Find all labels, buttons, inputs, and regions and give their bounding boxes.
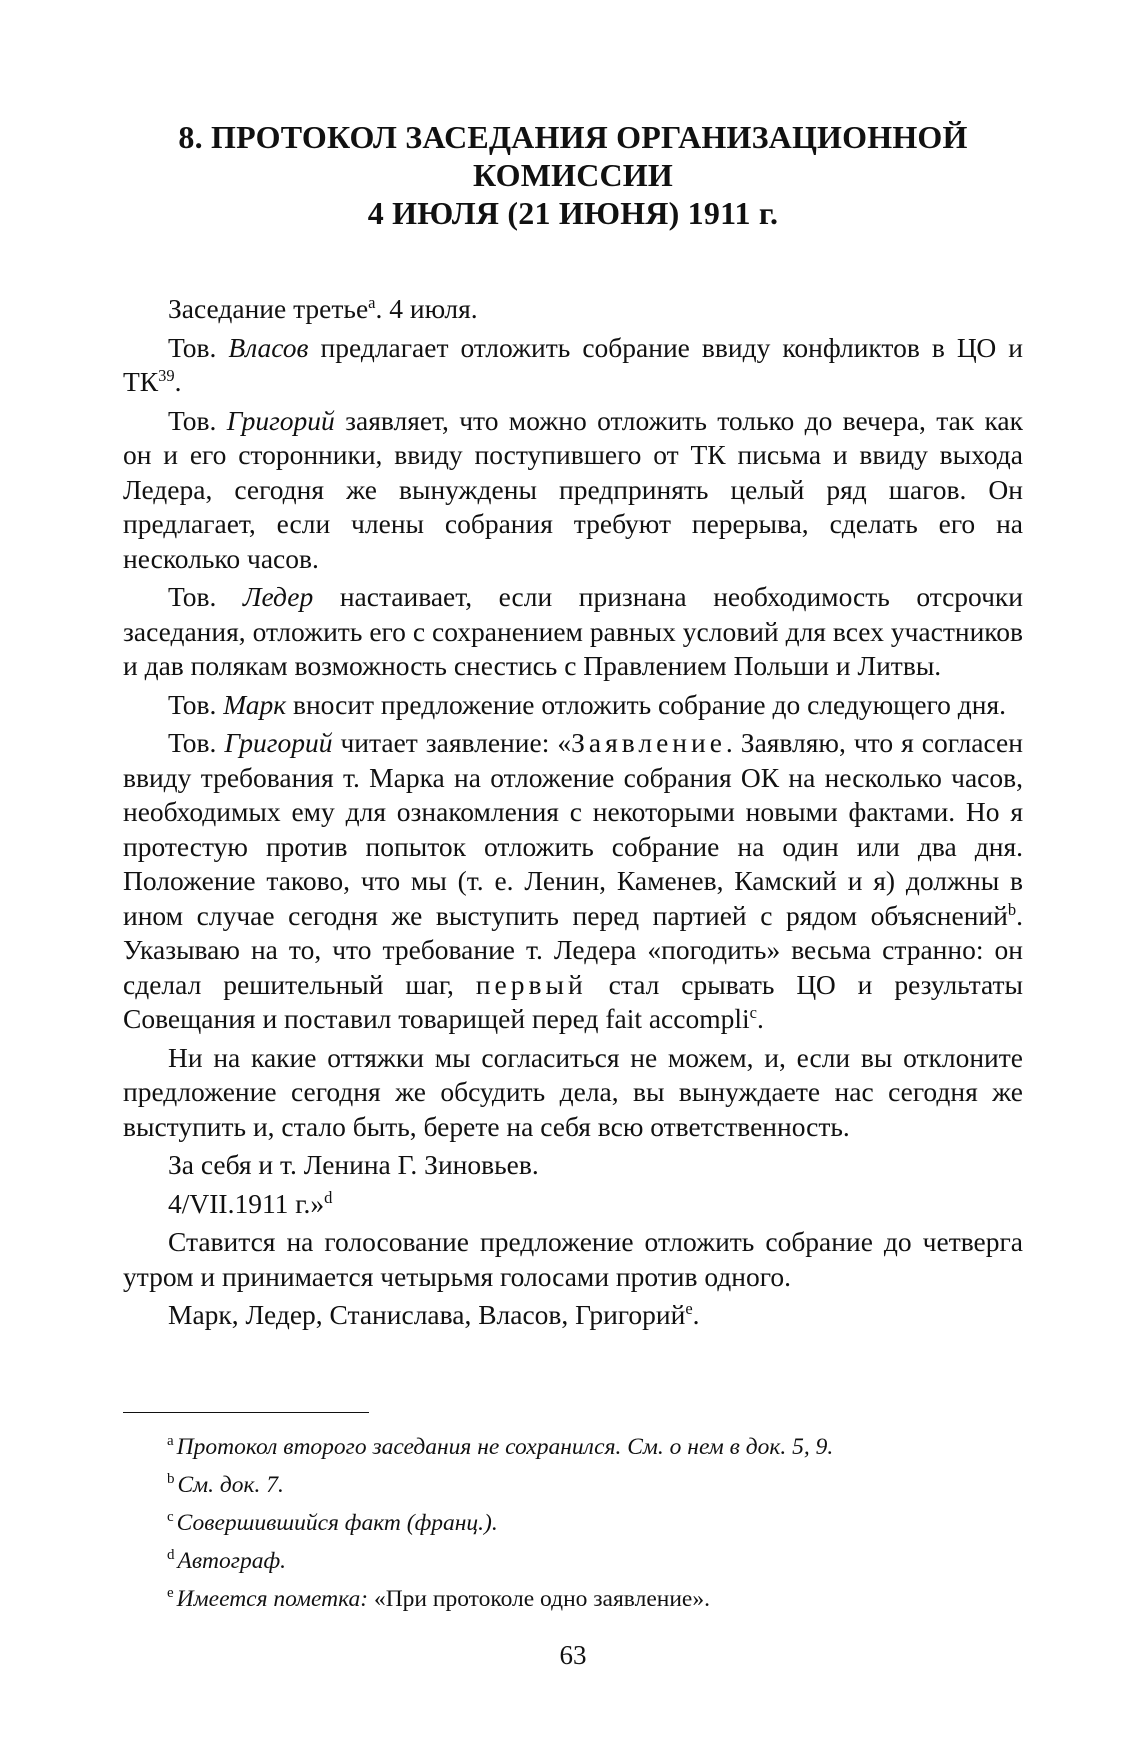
footnote-ref-c: c [749,1002,757,1022]
title-line-1: 8. ПРОТОКОЛ ЗАСЕДАНИЯ ОРГАНИЗАЦИОННОЙ [178,119,968,155]
paragraph-10: Ставится на голосование предложение отложить собрание до четверга утром и принимается четырьмя голосами против одного. [123,1226,1023,1292]
footnote-ref-e: e [685,1298,693,1318]
footnote-b: $^b$ См. док. 7. [167,1471,284,1498]
footnote-e: $^e$ Имеется пометка: «При протоколе одно заявление». [167,1585,710,1612]
footnote-divider [123,1412,369,1413]
document-body [123,292,1023,1337]
footnote-c: $^c$ Совершившийся факт (франц.). [167,1509,498,1536]
paragraph-3: Тов. Григорий заявляет, что можно отложить только до вечера, так как он и его сторонники, ввиду поступившего от ТК письма и ввиду выхода Ледера, сегодня же вынуждены предпринять целый ряд шагов. Он предлагает, если члены собрания требуют перерыва, сделать его на несколько часов. [123,404,1023,574]
paragraph-9: 4/VII.1911 г.»$^d$ [168,1187,333,1219]
paragraph-2: Тов. Власов предлагает отложить собрание ввиду конфликтов в ЦО и ТК$^{39}$. [123,331,1023,397]
footnote-ref-a: a [368,292,376,312]
footnote-ref-b: b [1007,899,1017,919]
paragraph-8: За себя и т. Ленина Г. Зиновьев. [168,1149,539,1180]
speaker-name: Григорий [226,404,335,436]
speaker-name: Власов [228,331,309,363]
document-title [120,118,1026,232]
spaced-word: первый [475,968,587,1000]
paragraph-5: Тов. Марк вносит предложение отложить собрание до следующего дня. [168,688,1006,720]
paragraph-4: Тов. Ледер настаивает, если признана необходимость отсрочки заседания, отложить его с сохранением равных условий для всех участников и дав полякам возможность снестись с Правлением Польши и Литвы. [123,581,1023,681]
footnote-a: $^a$ Протокол второго заседания не сохранился. См. о нем в док. 5, 9. [167,1433,834,1460]
speaker-name: Марк [223,688,287,720]
paragraph-6: Тов. Григорий читает заявление: «Заявление. Заявляю, что я согласен ввиду требования т. Марка на отложение собрания ОК на несколько часов, необходимых ему для ознакомления с некоторыми новыми фактами. Но я протестую против попыток отложить собрание на один или два дня. Положение таково, что мы (т. е. Ленин, Каменев, Камский и я) должны в ином случае сегодня же выступить перед партией с рядом объяснений$^b$. Указываю на то, что требование т. Ледера «погодить» весьма странно: он сделал решительный шаг, первый стал срывать ЦО и результаты Совещания и поставил товарищей перед fait accompli$^c$. [123,727,1024,1034]
footnote-d: $^d$ Автограф. [167,1547,287,1574]
paragraph-1: Заседание третье$^a$. 4 июля. [168,292,478,324]
speaker-name: Григорий [224,727,333,758]
spaced-word: Заявление [571,727,726,758]
footnote-ref-d: d [324,1187,333,1207]
title-line-2: КОМИССИИ [473,157,673,193]
endnote-ref-39: 39 [158,365,175,385]
speaker-name: Ледер [242,581,314,612]
footnotes [123,1428,1023,1618]
title-line-3: 4 ИЮЛЯ (21 ИЮНЯ) 1911 г. [367,195,779,231]
paragraph-11: Марк, Ледер, Станислава, Власов, Григорий$^e$. [168,1298,700,1330]
page-number: 63 [559,1640,587,1670]
paragraph-7: Ни на какие оттяжки мы согласиться не можем, и, если вы отклоните предложение сегодня же обсудить дела, вы вынуждаете нас сегодня же выступить и, стало быть, берете на себя всю ответственность. [123,1041,1023,1142]
